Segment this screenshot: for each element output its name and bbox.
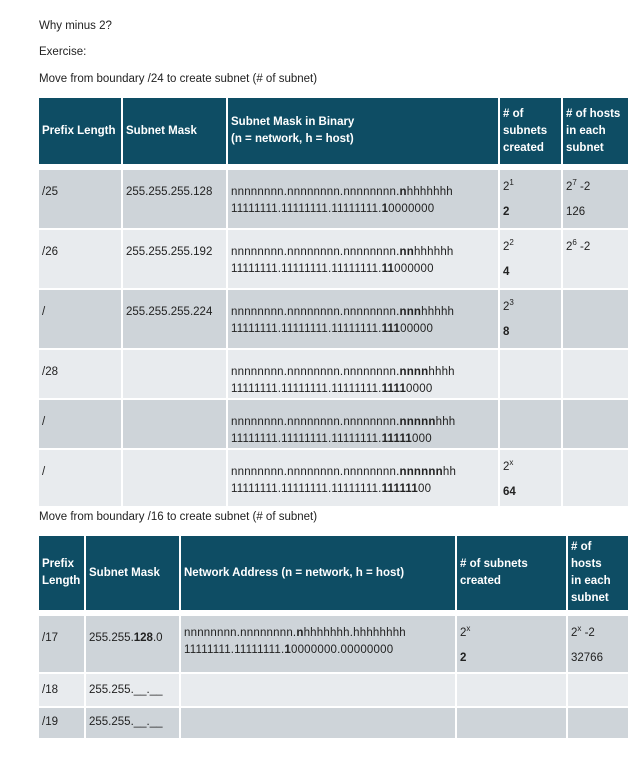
header-subnet-mask: Subnet Mask <box>86 536 181 610</box>
table-row <box>39 674 628 708</box>
hosts-cell: $2^6$ -2 <box>563 230 628 290</box>
hosts-cell <box>563 450 628 508</box>
nh-pattern: nnnnnnnn.nnnnnnnn.nnnnnnnn.nnnhhhhh <box>231 306 455 318</box>
header-subnets-line2: created <box>460 575 501 587</box>
subnets-cell: 2$^x$ 2 <box>457 616 568 674</box>
header-hosts-line3: subnet <box>571 592 609 604</box>
header-subnets-line1: # of subnets <box>460 558 528 570</box>
binary-pattern: 11111111.11111111.11111111.11100000 <box>231 323 434 335</box>
table-row <box>39 708 628 740</box>
hosts-cell: $2^7$ -2 126 <box>563 170 628 230</box>
header-hosts-line2: in each <box>571 575 611 587</box>
nh-pattern: nnnnnnnn.nnnnnnnn.nnnnnnnn.nnnnhhhh <box>231 366 455 378</box>
mask-cell: 255.255.255.224 <box>123 290 228 350</box>
prefix-cell: /25 <box>39 170 123 230</box>
prefix-cell: / <box>39 290 123 350</box>
subnets-cell: $2^3$ 8 <box>500 290 563 350</box>
header-hosts-line2: in each <box>566 124 606 137</box>
prefix-cell: /18 <box>39 674 86 708</box>
subnets-cell <box>500 350 563 400</box>
hosts-cell: 2$^x$ -2 32766 <box>568 616 628 674</box>
network-address-cell <box>181 708 457 740</box>
binary-cell <box>228 170 500 230</box>
header-hosts-line1: # of hosts <box>571 541 602 570</box>
header-binary <box>228 98 500 164</box>
table-row <box>39 450 628 508</box>
section-heading-24: Move from boundary /24 to create subnet (# of subnet) <box>39 73 318 85</box>
mask-cell: 255.255.255.128 <box>123 170 228 230</box>
binary-cell <box>228 230 500 290</box>
hosts-cell <box>568 708 628 740</box>
header-subnets-line3: created <box>503 141 544 154</box>
network-address-cell <box>181 616 457 674</box>
binary-cell <box>228 290 500 350</box>
nh-pattern: nnnnnnnn.nnnnnnnn.nnnnnnnn.nnnnnnhh <box>231 466 457 478</box>
table-row <box>39 170 628 230</box>
header-hosts-line3: subnet <box>566 141 604 154</box>
binary-pattern: 11111111.11111111.11111111.11000000 <box>231 263 434 275</box>
prefix-cell: /19 <box>39 708 86 740</box>
mask-cell <box>123 450 228 508</box>
binary-pattern: 11111111.11111111.11111111.10000000 <box>231 203 435 215</box>
binary-cell <box>228 400 500 450</box>
subnets-cell <box>500 400 563 450</box>
subnets-cell <box>457 708 568 740</box>
network-address-cell <box>181 674 457 708</box>
prefix-cell: /28 <box>39 350 123 400</box>
prefix-cell: /17 <box>39 616 86 674</box>
header-hosts-each <box>563 98 628 164</box>
prefix-cell: /26 <box>39 230 123 290</box>
hosts-cell <box>563 400 628 450</box>
header-network-address: Network Address (n = network, h = host) <box>181 536 457 610</box>
mask-cell: 255.255.__.__ <box>86 708 181 740</box>
subnets-cell: 2$^x$ 64 <box>500 450 563 508</box>
subnets-cell: $2^1$ 2 <box>500 170 563 230</box>
table-row <box>39 616 628 674</box>
hosts-cell <box>563 350 628 400</box>
header-subnets-created <box>500 98 563 164</box>
mask-cell: 255.255.__.__ <box>86 674 181 708</box>
header-binary-line2: (n = network, h = host) <box>231 133 354 145</box>
header-subnet-mask: Subnet Mask <box>123 98 228 164</box>
mask-cell: 255.255.128.0 <box>86 616 181 674</box>
subnets-cell <box>457 674 568 708</box>
question-text: Why minus 2? <box>39 20 112 32</box>
binary-pattern: 11111111.11111111.11111111.11110000 <box>231 383 433 395</box>
subnets-cell: $2^2$ 4 <box>500 230 563 290</box>
subnet-table-24 <box>39 98 628 508</box>
nh-pattern: nnnnnnnn.nnnnnnnn.nhhhhhhh.hhhhhhhh <box>184 627 406 639</box>
header-prefix-length <box>39 536 86 610</box>
header-subnets-line2: subnets <box>503 124 548 137</box>
header-prefix-line2: Length <box>42 575 81 587</box>
table-row <box>39 350 628 400</box>
table-row <box>39 290 628 350</box>
binary-cell <box>228 350 500 400</box>
binary-pattern: 11111111.11111111.11111111.11111100 <box>231 483 432 495</box>
mask-cell <box>123 350 228 400</box>
nh-pattern: nnnnnnnn.nnnnnnnn.nnnnnnnn.nnnnnhhh <box>231 416 456 428</box>
binary-pattern: 11111111.11111111.10000000.00000000 <box>184 644 394 656</box>
header-binary-line1: Subnet Mask in Binary <box>231 116 355 128</box>
nh-pattern: nnnnnnnn.nnnnnnnn.nnnnnnnn.nhhhhhhh <box>231 186 453 198</box>
header-prefix-line1: Prefix <box>42 558 74 570</box>
exercise-label: Exercise: <box>39 46 87 58</box>
header-subnets-created <box>457 536 568 610</box>
mask-cell: 255.255.255.192 <box>123 230 228 290</box>
header-subnets-line1: # of <box>503 107 524 120</box>
section-heading-16: Move from boundary /16 to create subnet (# of subnet) <box>39 511 318 523</box>
prefix-cell: / <box>39 400 123 450</box>
subnet-table-16 <box>39 536 628 740</box>
mask-cell <box>123 400 228 450</box>
header-hosts-each <box>568 536 628 610</box>
table-row <box>39 230 628 290</box>
table-row <box>39 400 628 450</box>
binary-pattern: 11111111.11111111.11111111.11111000 <box>231 433 432 445</box>
hosts-cell <box>563 290 628 350</box>
binary-cell <box>228 450 500 508</box>
header-hosts-line1: # of hosts <box>566 107 621 120</box>
header-prefix-length: Prefix Length <box>39 98 123 164</box>
hosts-cell <box>568 674 628 708</box>
nh-pattern: nnnnnnnn.nnnnnnnn.nnnnnnnn.nnhhhhhh <box>231 246 454 258</box>
prefix-cell: / <box>39 450 123 508</box>
